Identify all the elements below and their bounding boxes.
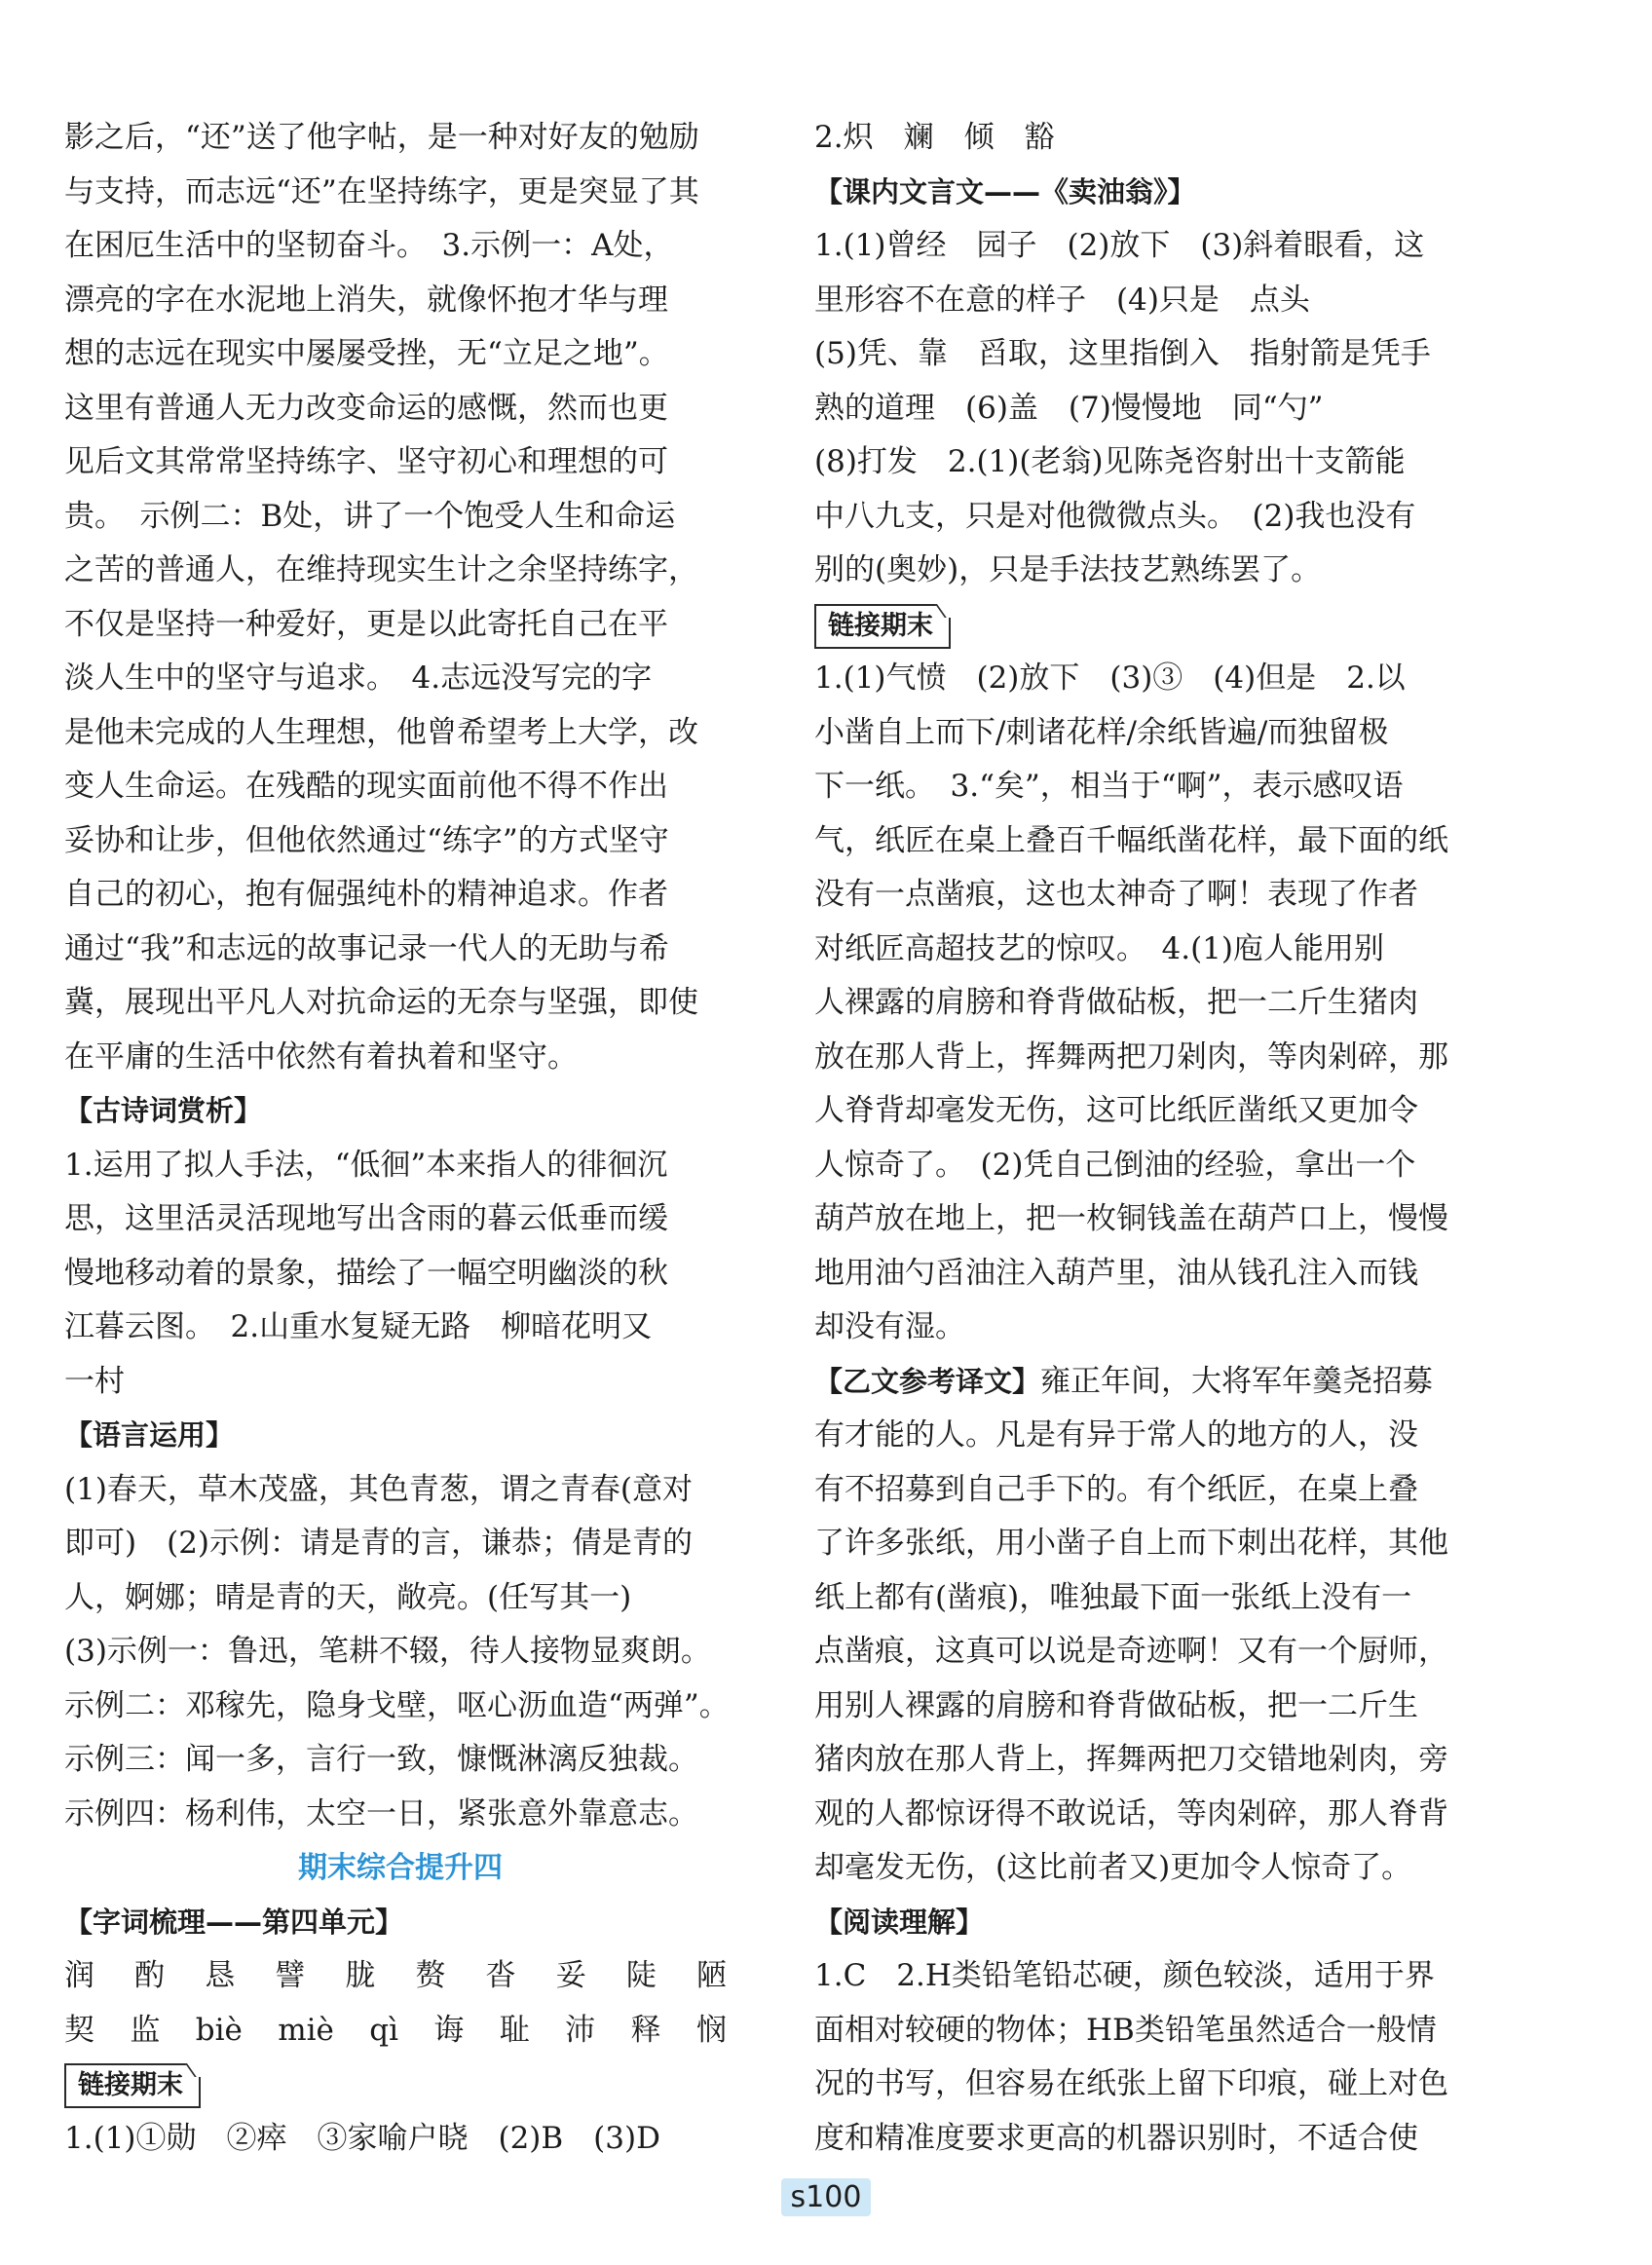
word-item: 恳: [205, 1958, 236, 1993]
word-item: 陋: [695, 1958, 727, 1993]
text-line: (1)春天，草木茂盛，其色青葱，谓之青春(意对: [64, 1471, 694, 1507]
section-heading-words: 【字词梳理——第四单元】: [64, 1905, 404, 1939]
text-line: 1.(1)①勋 ②瘁 ③家喻户晓 (2)B (3)D: [64, 2120, 660, 2156]
word-item: 沛: [565, 2012, 596, 2048]
text-line: 影之后，“还”送了他字帖，是一种对好友的勉励: [64, 120, 699, 155]
text-line: 1.(1)气愤 (2)放下 (3)③ (4)但是 2.以: [814, 661, 1406, 696]
text-line: 思，这里活灵活现地写出含雨的暮云低垂而缓: [64, 1201, 668, 1236]
text-line: 1.(1)曾经 园子 (2)放下 (3)斜着眼看，这: [814, 228, 1425, 263]
text-line: 见后文其常常坚持练字、坚守初心和理想的可: [64, 444, 668, 479]
text-line: 却没有湿。: [814, 1309, 965, 1344]
word-item: 悯: [695, 2012, 727, 2048]
text-line: 纸上都有(凿痕)，唯独最下面一张纸上没有一: [814, 1579, 1412, 1615]
link-final-tag-row: [814, 598, 1496, 653]
section-heading-translation: 【乙文参考译文】: [814, 1364, 1041, 1398]
word-item: 酌: [134, 1958, 166, 1993]
text-line: 1.运用了拟人手法，“低徊”本来指人的徘徊沉: [64, 1147, 668, 1183]
text-line: 点凿痕，这真可以说是奇迹啊！又有一个厨师，: [814, 1634, 1448, 1669]
text-line: 有不招募到自己手下的。有个纸匠，在桌上叠: [814, 1471, 1418, 1507]
translation-first-line: [814, 1355, 1496, 1410]
text-line: 度和精准度要求更高的机器识别时，不适合使: [814, 2120, 1418, 2156]
text-line: 况的书写，但容易在纸张上留下印痕，碰上对色: [814, 2066, 1448, 2101]
link-final-tag: 链接期末: [814, 604, 951, 649]
text-line: 气，纸匠在桌上叠百千幅纸凿花样，最下面的纸: [814, 822, 1448, 858]
text-line: 对纸匠高超技艺的惊叹。 4.(1)庖人能用别: [814, 930, 1384, 966]
text-line: 面相对较硬的物体；HB类铅笔虽然适合一般情: [814, 2012, 1437, 2048]
word-item: 诲: [433, 2012, 465, 2048]
section-heading-poetry: 【古诗词赏析】: [64, 1094, 263, 1127]
section-heading-classic: 【课内文言文——《卖油翁》】: [814, 174, 1196, 208]
text-line: 妥协和让步，但他依然通过“练字”的方式坚守: [64, 822, 669, 858]
text-line: 江暮云图。 2.山重水复疑无路 柳暗花明又: [64, 1309, 653, 1344]
text-line: 没有一点凿痕，这也太神奇了啊！表现了作者: [814, 877, 1418, 912]
section-heading-language: 【语言运用】: [64, 1418, 235, 1452]
word-item: 譬: [275, 1958, 306, 1993]
text-line: 人，婀娜；晴是青的天，敞亮。(任写其一): [64, 1579, 632, 1615]
text-line: 别的(奥妙)，只是手法技艺熟练罢了。: [814, 552, 1322, 587]
text-line: 一村: [64, 1363, 125, 1399]
text-line: 中八九支，只是对他微微点头。 (2)我也没有: [814, 498, 1416, 534]
word-row: [64, 2004, 736, 2058]
text-line: 猪肉放在那人背上，挥舞两把刀交错地剁肉，旁: [814, 1742, 1448, 1777]
word-item: 妥: [555, 1958, 586, 1993]
text-line: 漂亮的字在水泥地上消失，就像怀抱才华与理: [64, 282, 668, 318]
link-final-answers: [814, 652, 1496, 1355]
text-line: 在平庸的生活中依然有着执着和坚守。: [64, 1038, 578, 1075]
word-item: 陡: [625, 1958, 657, 1993]
text-line: 示例二：邓稼先，隐身戈壁，呕心沥血造“两弹”。: [64, 1687, 730, 1723]
text-line: 与支持，而志远“还”在坚持练字，更是突显了其: [64, 173, 699, 209]
text-line: 里形容不在意的样子 (4)只是 点头: [814, 282, 1310, 318]
text-line: 却毫发无伤，(这比前者又)更加令人惊奇了。: [814, 1850, 1412, 1885]
text-line: 示例四：杨利伟，太空一日，紧张意外靠意志。: [64, 1795, 698, 1831]
text-line: 之苦的普通人，在维持现实生计之余坚持练字，: [64, 552, 698, 587]
link-final-tag: 链接期末: [64, 2063, 201, 2108]
text-line: 下一纸。 3.“矣”，相当于“啊”，表示感叹语: [814, 769, 1404, 804]
text-line: 2.炽 斓 倾 豁: [814, 120, 1055, 155]
poetry-answers: [64, 1139, 736, 1410]
text-line: 想的志远在现实中屡屡受挫，无“立足之地”。: [64, 336, 669, 371]
page-number: s100: [781, 2178, 872, 2216]
text-line: 1.C 2.H类铅笔铅芯硬，颜色较淡，适用于界: [814, 1958, 1435, 1993]
word-item: qì: [369, 2012, 399, 2048]
text-line: 人裸露的肩膀和脊背做砧板，把一二斤生猪肉: [814, 985, 1418, 1020]
word-item: 契: [64, 2012, 94, 2048]
chapter-title: 期末综合提升四: [298, 1851, 503, 1885]
word-item: biè: [195, 2012, 243, 2048]
word-item: 监: [130, 2012, 161, 2048]
page-number-badge: [0, 2178, 1652, 2216]
text-line: 冀，展现出平凡人对抗命运的无奈与坚强，即使: [64, 985, 698, 1020]
text-line: (5)凭、靠 舀取，这里指倒入 指射箭是凭手: [814, 336, 1431, 371]
word-item: miè: [278, 2012, 334, 2048]
text-line: (3)示例一：鲁迅，笔耕不辍，待人接物显爽朗。: [64, 1634, 711, 1669]
word-item: 耻: [499, 2012, 530, 2048]
section-heading-reading: 【阅读理解】: [814, 1905, 985, 1939]
word-item: 释: [630, 2012, 661, 2048]
text-line: 慢地移动着的景象，描绘了一幅空明幽淡的秋: [64, 1255, 668, 1291]
word-item: 润: [64, 1958, 94, 1993]
right-column: [814, 111, 1496, 2166]
text-line: 用别人裸露的肩膀和脊背做砧板，把一二斤生: [814, 1687, 1418, 1723]
text-line: 放在那人背上，挥舞两把刀剁肉，等肉剁碎，那: [814, 1038, 1448, 1075]
text-line: 即可) (2)示例：请是青的言，谦恭；倩是青的: [64, 1526, 694, 1561]
text-line: 示例三：闻一多，言行一致，慷慨淋漓反独裁。: [64, 1742, 698, 1777]
text-line: 小凿自上而下/刺诸花样/余纸皆遍/而独留极: [814, 714, 1389, 750]
left-column: [64, 111, 736, 2166]
text-line: 了许多张纸，用小凿子自上而下刺出花样，其他: [814, 1526, 1448, 1561]
text-line: 葫芦放在地上，把一枚铜钱盖在葫芦口上，慢慢: [814, 1201, 1448, 1236]
text-line: 淡人生中的坚守与追求。 4.志远没写完的字: [64, 661, 653, 696]
text-line: 贵。 示例二：B处，讲了一个饱受人生和命运: [64, 498, 676, 534]
text-line: 人惊奇了。 (2)凭自己倒油的经验，拿出一个: [814, 1147, 1416, 1183]
text-line: 这里有普通人无力改变命运的感慨，然而也更: [64, 390, 668, 426]
text-line: (8)打发 2.(1)(老翁)见陈尧咨射出十支箭能: [814, 444, 1406, 479]
word-item: 胧: [345, 1958, 376, 1993]
language-answers: [64, 1463, 736, 1842]
text-line: 熟的道理 (6)盖 (7)慢慢地 同“勺”: [814, 390, 1324, 426]
text-line: 是他未完成的人生理想，他曾希望考上大学，改: [64, 714, 698, 750]
text-line: 变人生命运。在残酷的现实面前他不得不作出: [64, 769, 668, 804]
text-line: 在困厄生活中的坚韧奋斗。 3.示例一：A处，: [64, 228, 674, 263]
text-line: 有才能的人。凡是有异于常人的地方的人，没: [814, 1417, 1418, 1453]
classic-answers: [814, 219, 1496, 598]
left-body-text: [64, 111, 736, 1084]
text-line: 自己的初心，抱有倔强纯朴的精神追求。作者: [64, 877, 668, 912]
word-item: 赘: [415, 1958, 446, 1993]
text-line: 人脊背却毫发无伤，这可比纸匠凿纸又更加令: [814, 1093, 1418, 1128]
word-row: [64, 1949, 736, 2004]
text-line: 不仅是坚持一种爱好，更是以此寄托自己在平: [64, 606, 668, 642]
link-final-tag-row: [64, 2057, 736, 2112]
text-line: 观的人都惊讶得不敢说话，等肉剁碎，那人脊背: [814, 1795, 1448, 1831]
reading-answers: [814, 1949, 1496, 2166]
text-line: 通过“我”和志远的故事记录一代人的无助与希: [64, 930, 669, 966]
translation-text: 雍正年间，大将军年羹尧招募: [1040, 1363, 1434, 1399]
word-item: 沓: [485, 1958, 516, 1993]
text-line: 地用油勺舀油注入葫芦里，油从钱孔注入而钱: [814, 1255, 1418, 1291]
translation-text-block: [814, 1409, 1496, 1896]
